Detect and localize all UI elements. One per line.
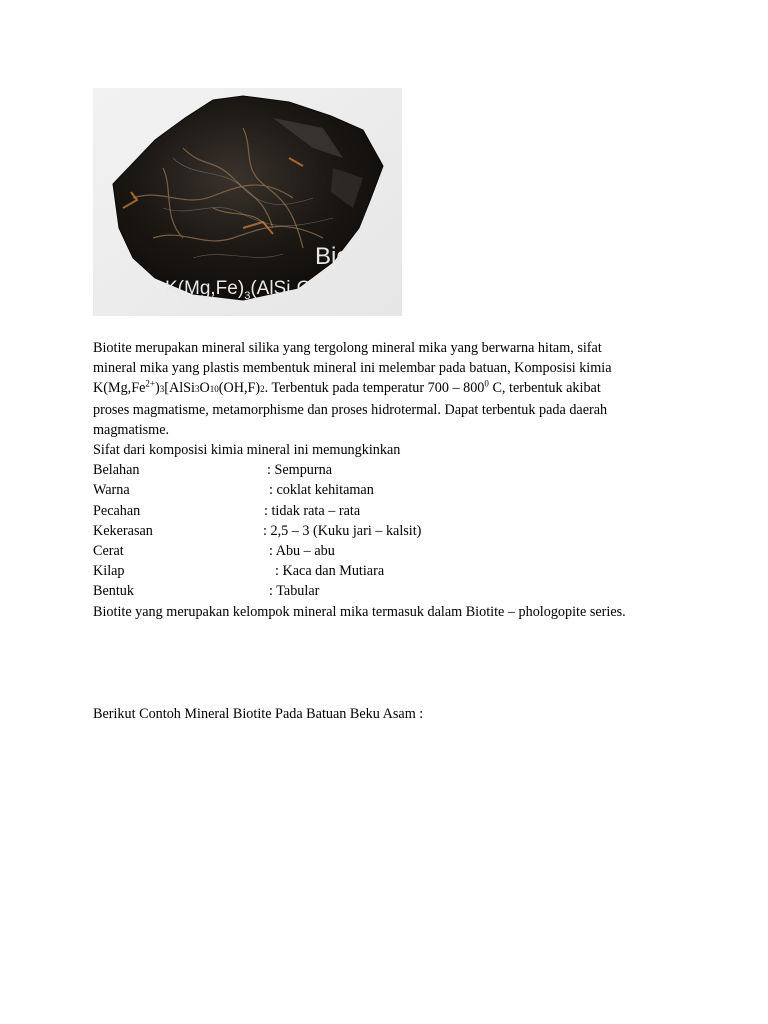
property-value: : coklat kehitaman xyxy=(269,482,374,499)
property-row xyxy=(93,480,693,500)
paragraph-line: mineral mika yang plastis membentuk mineral ini melembar pada batuan, Komposisi kimia xyxy=(93,360,612,377)
property-value: : Abu – abu xyxy=(269,542,335,559)
property-name: Warna xyxy=(93,482,130,499)
paragraph-line: proses magmatisme, metamorphisme dan proses hidrotermal. Dapat terbentuk pada daerah xyxy=(93,401,608,418)
property-row xyxy=(93,460,693,480)
property-value: : 2,5 – 3 (Kuku jari – kalsit) xyxy=(263,522,422,539)
property-value: : tidak rata – rata xyxy=(264,502,361,519)
series-sentence: Biotite yang merupakan kelompok mineral mika termasuk dalam Biotite – phologopite series. xyxy=(93,603,626,620)
property-value: : Sempurna xyxy=(267,462,333,479)
photo-caption-name: Biotite xyxy=(315,243,382,270)
paragraph-line: magmatisme. xyxy=(93,421,170,438)
property-name: Cerat xyxy=(93,542,124,559)
example-heading: Berikut Contoh Mineral Biotite Pada Batuan Beku Asam : xyxy=(93,706,424,722)
property-name: Belahan xyxy=(93,462,140,479)
properties-list xyxy=(93,460,693,601)
paragraph-formula-line: $K(Mg,Fe^{2+})3[AlSi3O10(OH,F)2$. Terbentuk pada temperatur $700 - 800^0$ C, terbentuk akibat xyxy=(93,378,601,397)
property-row xyxy=(93,581,693,601)
photo-caption-formula: $K(Mg,Fe)_3(AlSi_3O_{10})(OH)_2$ xyxy=(165,278,378,302)
property-name: Bentuk xyxy=(93,583,134,600)
property-name: Pecahan xyxy=(93,502,141,519)
property-row xyxy=(93,501,693,521)
properties-intro: Sifat dari komposisi kimia mineral ini memungkinkan xyxy=(93,442,401,459)
property-row xyxy=(93,561,693,581)
property-value: : Kaca dan Mutiara xyxy=(275,563,385,580)
property-value: : Tabular xyxy=(269,583,320,600)
property-row xyxy=(93,541,693,561)
biotite-photo xyxy=(93,88,402,316)
property-row xyxy=(93,521,693,541)
property-name: Kekerasan xyxy=(93,522,153,539)
property-name: Kilap xyxy=(93,563,125,580)
paragraph-line: Biotite merupakan mineral silika yang tergolong mineral mika yang berwarna hitam, sifat xyxy=(93,340,602,356)
description-paragraph xyxy=(93,338,693,622)
